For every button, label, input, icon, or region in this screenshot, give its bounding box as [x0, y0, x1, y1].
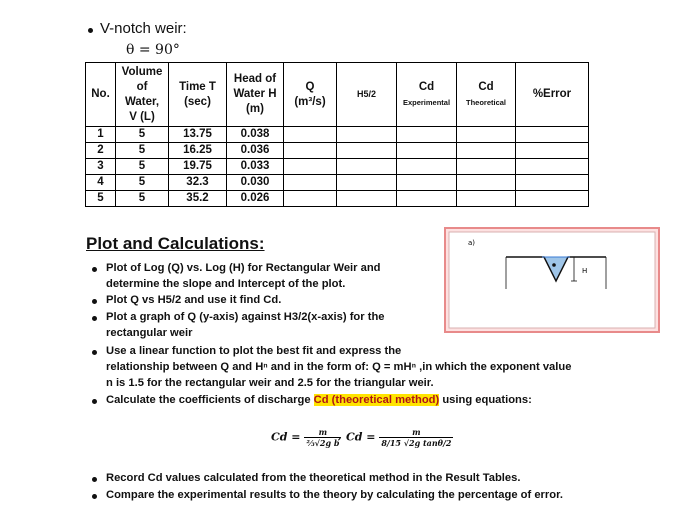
- table-row: [86, 127, 589, 143]
- text-line: Plot a graph of Q (y-axis) against H3/2(x-axis) for the: [106, 311, 385, 323]
- table-row: [86, 143, 589, 159]
- cell-time: 16.25: [169, 143, 227, 159]
- highlight: Cd (theoretical method): [313, 394, 440, 406]
- header-cd-experimental: Cd Experimental: [397, 63, 457, 127]
- bullet: [88, 28, 93, 33]
- header-no: No.: [86, 63, 116, 127]
- cell-no: 3: [86, 159, 116, 175]
- section-title: Plot and Calculations:: [86, 234, 265, 253]
- text-line: rectangular weir: [106, 327, 193, 339]
- cell-head: 0.036: [227, 143, 284, 159]
- table-row: [86, 159, 589, 175]
- cell-time: 13.75: [169, 127, 227, 143]
- text-line: Use a linear function to plot the best fit and express the: [106, 345, 402, 357]
- equation-rectangular: Cd = $\frac{m}{\text{⅔√2g b}}$: [271, 427, 340, 448]
- cell-volume: 5: [116, 191, 169, 207]
- header-time: Time T (sec): [169, 63, 227, 127]
- theta-value: θ = 90°: [126, 42, 180, 58]
- text-line: relationship between Q and Hⁿ and in the form of: Q = mHⁿ ,in which the exponent value: [106, 361, 572, 373]
- section-heading: V-notch weir:: [100, 20, 187, 37]
- bullet: [92, 399, 97, 404]
- cell-no: 2: [86, 143, 116, 159]
- v-notch-figure: [444, 227, 660, 333]
- header-cd-theoretical: Cd Theoretical: [457, 63, 516, 127]
- text-line: determine the slope and Intercept of the plot.: [106, 278, 346, 290]
- cell-head: 0.038: [227, 127, 284, 143]
- cell-volume: 5: [116, 143, 169, 159]
- bullet: [92, 477, 97, 482]
- cell-volume: 5: [116, 159, 169, 175]
- cell-no: 1: [86, 127, 116, 143]
- bullet: [92, 350, 97, 355]
- cell-no: 4: [86, 175, 116, 191]
- cell-volume: 5: [116, 175, 169, 191]
- cell-time: 35.2: [169, 191, 227, 207]
- equation-separator: ,: [338, 429, 342, 442]
- results-table: [85, 62, 589, 207]
- header-q: Q (m³/s): [284, 63, 337, 127]
- figure-label: a): [468, 239, 476, 247]
- cell-head: 0.026: [227, 191, 284, 207]
- text-line: Plot Q vs H5/2 and use it find Cd.: [106, 294, 282, 306]
- bullet: [92, 316, 97, 321]
- table-header-row: [86, 63, 589, 127]
- header-error: %Error: [516, 63, 589, 127]
- cell-head: 0.030: [227, 175, 284, 191]
- vertex-marker: [552, 263, 556, 267]
- bullet: [92, 267, 97, 272]
- table-row: [86, 191, 589, 207]
- header-head: Head of Water H (m): [227, 63, 284, 127]
- v-notch-diagram: [446, 229, 658, 331]
- text-line: Compare the experimental results to the theory by calculating the percentage of error.: [106, 489, 563, 501]
- cell-time: 19.75: [169, 159, 227, 175]
- header-volume: Volume of Water, V (L): [116, 63, 169, 127]
- cell-time: 32.3: [169, 175, 227, 191]
- bullet: [92, 299, 97, 304]
- text-line: Calculate the coefficients of discharge Cd (theoretical method) using equations:: [106, 394, 532, 406]
- head-label: H: [582, 267, 588, 275]
- cell-volume: 5: [116, 127, 169, 143]
- text-line: n is 1.5 for the rectangular weir and 2.5 for the triangular weir.: [106, 377, 434, 389]
- bullet: [92, 494, 97, 499]
- cell-no: 5: [86, 191, 116, 207]
- text-line: Plot of Log (Q) vs. Log (H) for Rectangular Weir and: [106, 262, 381, 274]
- header-h52: H5/2: [337, 63, 397, 127]
- equation-triangular: Cd = $\frac{m}{\text{8/15 √2g tanθ/2}}$: [346, 427, 452, 448]
- table-row: [86, 175, 589, 191]
- text-line: Record Cd values calculated from the theoretical method in the Result Tables.: [106, 472, 521, 484]
- cell-head: 0.033: [227, 159, 284, 175]
